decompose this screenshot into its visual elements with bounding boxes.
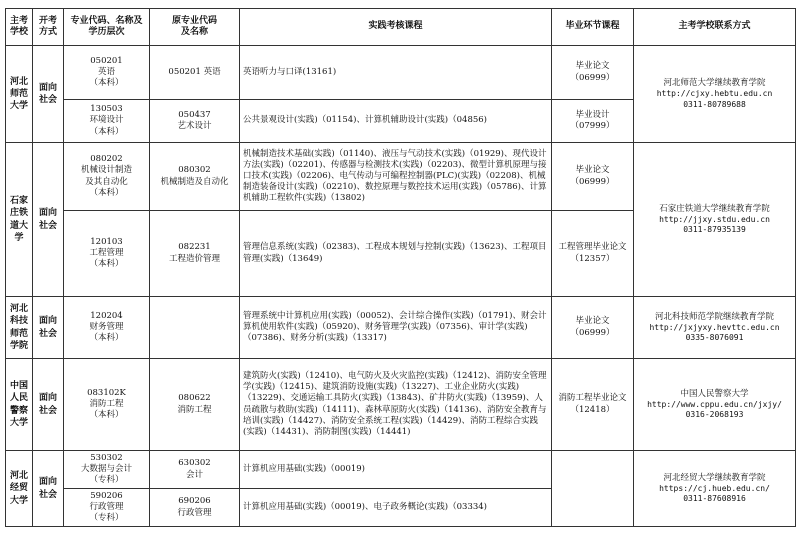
major-cell: 050201 英语 （本科） bbox=[64, 46, 150, 100]
major-cell: 083102K 消防工程 （本科） bbox=[64, 359, 150, 451]
orig-major-cell: 080302 机械制造及自动化 bbox=[150, 143, 240, 211]
practice-cell: 机械制造技术基础(实践)（01140)、液压与气动技术(实践)（01929)、现代设计方法(实践)（02201)、传感器与检测技术(实践)（02203)、微型计算机原理与接口技术(实践)（02206)、电气传动与可编程控制器(PLC)(实践)（02208)、机械制造装备设计(实践)（02210)、数控原理与数控技术运用(实践)（05786)、计算机辅助工程软件(实践)（13802) bbox=[240, 143, 552, 211]
orig-major-cell: 630302 会计 bbox=[150, 451, 240, 489]
header-school: 主考 学校 bbox=[6, 9, 33, 46]
exam-table bbox=[5, 8, 796, 527]
contact-cell: 河北经贸大学继续教育学院 https://cj.hueb.edu.cn/ 0311-87608916 bbox=[634, 451, 796, 527]
exam-mode: 面向 社会 bbox=[33, 143, 64, 297]
exam-mode: 面向 社会 bbox=[33, 46, 64, 143]
school-name: 中国 人民 警察 大学 bbox=[6, 359, 33, 451]
orig-major-cell: 050201 英语 bbox=[150, 46, 240, 100]
major-cell: 590206 行政管理 （专科） bbox=[64, 489, 150, 527]
table-row bbox=[6, 143, 796, 211]
exam-mode: 面向 社会 bbox=[33, 359, 64, 451]
header-practice: 实践考核课程 bbox=[240, 9, 552, 46]
exam-mode: 面向 社会 bbox=[33, 451, 64, 527]
practice-cell: 管理信息系统(实践)（02383)、工程成本规划与控制(实践)（13623)、工程项目管理(实践)（13649) bbox=[240, 211, 552, 297]
grad-cell: 工程管理毕业论文 （12357） bbox=[552, 211, 634, 297]
contact-cell: 中国人民警察大学 http://www.cppu.edu.cn/jxjy/ 0316-2068193 bbox=[634, 359, 796, 451]
header-major: 专业代码、名称及 学历层次 bbox=[64, 9, 150, 46]
contact-cell: 石家庄铁道大学继续教育学院 http://jjxy.stdu.edu.cn 0311-87935139 bbox=[634, 143, 796, 297]
orig-major-cell: 080622 消防工程 bbox=[150, 359, 240, 451]
table-row bbox=[6, 451, 796, 489]
practice-cell: 管理系统中计算机应用(实践)（00052)、会计综合操作(实践)（01791)、财会计算机使用软件(实践)（05920)、财务管理学(实践)（07356)、审计学(实践)（07386)、财务分析(实践)（13317) bbox=[240, 297, 552, 359]
practice-cell: 计算机应用基础(实践)（00019) bbox=[240, 451, 552, 489]
grad-cell bbox=[552, 451, 634, 527]
table-row bbox=[6, 46, 796, 100]
school-name: 河北 科技 师范 学院 bbox=[6, 297, 33, 359]
orig-major-cell: 690206 行政管理 bbox=[150, 489, 240, 527]
contact-cell: 河北科技师范学院继续教育学院 http://jxjyxy.hevttc.edu.cn 0335-8076091 bbox=[634, 297, 796, 359]
header-orig: 原专业代码 及名称 bbox=[150, 9, 240, 46]
header-row bbox=[6, 9, 796, 46]
orig-major-cell: 050437 艺术设计 bbox=[150, 100, 240, 143]
major-cell: 530302 大数据与会计 （专科） bbox=[64, 451, 150, 489]
table-row bbox=[6, 359, 796, 451]
major-cell: 130503 环境设计 （本科） bbox=[64, 100, 150, 143]
grad-cell: 毕业论文 （06999） bbox=[552, 297, 634, 359]
header-contact: 主考学校联系方式 bbox=[634, 9, 796, 46]
major-cell: 080202 机械设计制造 及其自动化 （本科） bbox=[64, 143, 150, 211]
practice-cell: 计算机应用基础(实践)（00019)、电子政务概论(实践)（03334) bbox=[240, 489, 552, 527]
header-mode: 开考 方式 bbox=[33, 9, 64, 46]
grad-cell: 毕业论文 （06999） bbox=[552, 46, 634, 100]
major-cell: 120103 工程管理 （本科） bbox=[64, 211, 150, 297]
major-cell: 120204 财务管理 （本科） bbox=[64, 297, 150, 359]
practice-cell: 建筑防火(实践)（12410)、电气防火及火灾监控(实践)（12412)、消防安全管理学(实践)（12415)、建筑消防设施(实践)（13227)、工业企业防火(实践)（13229)、交通运输工具防火(实践)（13843)、矿井防火(实践)（13959)、人员疏散与救助(实践)（14111)、森林草原防火(实践)（14136)、消防安全教育与培训(实践)（14427)、消防安全系统工程(实践)（14429)、消防工程综合实践(实践)（14431)、消防制图(实践)（14441) bbox=[240, 359, 552, 451]
table-row bbox=[6, 297, 796, 359]
exam-mode: 面向 社会 bbox=[33, 297, 64, 359]
orig-major-cell: 082231 工程造价管理 bbox=[150, 211, 240, 297]
contact-cell: 河北师范大学继续教育学院 http://cjxy.hebtu.edu.cn 0311-80789688 bbox=[634, 46, 796, 143]
school-name: 河北 经贸 大学 bbox=[6, 451, 33, 527]
school-name: 石家 庄铁 道大 学 bbox=[6, 143, 33, 297]
orig-major-cell bbox=[150, 297, 240, 359]
grad-cell: 毕业论文 （06999） bbox=[552, 143, 634, 211]
practice-cell: 公共景观设计(实践)（01154)、计算机辅助设计(实践)（04856) bbox=[240, 100, 552, 143]
school-name: 河北 师范 大学 bbox=[6, 46, 33, 143]
grad-cell: 消防工程毕业论文 （12418） bbox=[552, 359, 634, 451]
header-grad: 毕业环节课程 bbox=[552, 9, 634, 46]
practice-cell: 英语听力与口译(13161) bbox=[240, 46, 552, 100]
grad-cell: 毕业设计 （07999） bbox=[552, 100, 634, 143]
